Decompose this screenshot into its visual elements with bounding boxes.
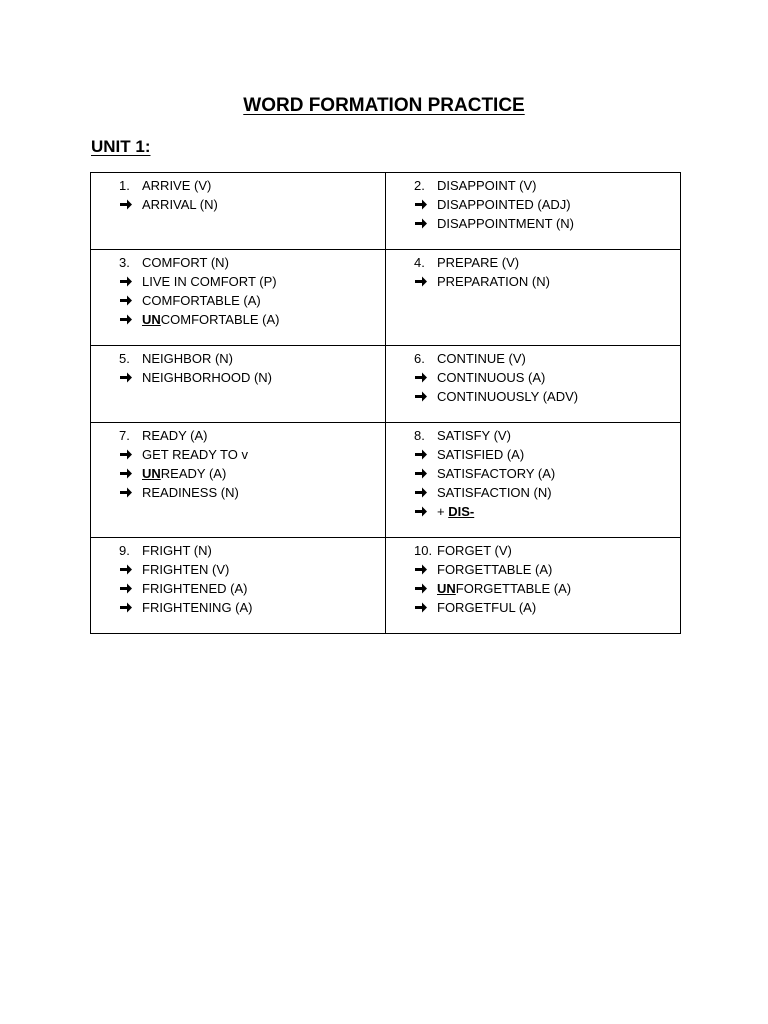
derived-word-text: READINESS (N) bbox=[142, 485, 239, 500]
base-word: FORGET (V) bbox=[437, 543, 512, 558]
derived-word-text: SATISFIED (A) bbox=[437, 447, 525, 462]
derived-word-text: SATISFACTION (N) bbox=[437, 485, 552, 500]
entry-number: 7. bbox=[119, 428, 130, 443]
derived-word bbox=[437, 214, 574, 233]
derived-word-line bbox=[386, 560, 680, 579]
page-title: WORD FORMATION PRACTICE bbox=[243, 95, 525, 116]
derived-word bbox=[437, 195, 571, 214]
prefix-highlight: UN bbox=[142, 466, 161, 481]
base-word-line bbox=[386, 541, 680, 560]
derived-word-text: FORGETTABLE (A) bbox=[455, 581, 572, 596]
derived-word bbox=[437, 598, 536, 617]
derived-word-text: GET READY TO v bbox=[142, 447, 248, 462]
right-arrow-icon bbox=[119, 579, 137, 598]
base-word: SATISFY (V) bbox=[437, 428, 511, 443]
table-row bbox=[91, 538, 681, 634]
word-entry-cell bbox=[386, 538, 681, 634]
entry-number: 8. bbox=[414, 428, 425, 443]
derived-word-text: FRIGHTENED (A) bbox=[142, 581, 248, 596]
derived-word bbox=[437, 464, 555, 483]
right-arrow-icon bbox=[119, 560, 137, 579]
derived-word bbox=[142, 445, 248, 464]
derived-word bbox=[437, 445, 524, 464]
word-entry-cell bbox=[386, 346, 681, 423]
derived-word bbox=[142, 464, 226, 483]
right-arrow-icon bbox=[414, 445, 432, 464]
right-arrow-icon bbox=[414, 464, 432, 483]
base-word: NEIGHBOR (N) bbox=[142, 351, 233, 366]
derived-word bbox=[437, 387, 578, 406]
right-arrow-icon bbox=[119, 464, 137, 483]
derived-word-line bbox=[91, 464, 385, 483]
base-word-line bbox=[386, 253, 680, 272]
derived-word-line bbox=[386, 387, 680, 406]
derived-word-text: + bbox=[437, 504, 449, 519]
word-entry-cell bbox=[91, 173, 386, 250]
derived-word-text: FORGETFUL (A) bbox=[437, 600, 537, 615]
word-entry-cell bbox=[386, 423, 681, 538]
right-arrow-icon bbox=[119, 195, 137, 214]
word-entry-cell bbox=[91, 346, 386, 423]
entry-number: 5. bbox=[119, 351, 130, 366]
derived-word-text: FORGETTABLE (A) bbox=[437, 562, 553, 577]
base-word: COMFORT (N) bbox=[142, 255, 229, 270]
derived-word-line bbox=[386, 502, 680, 521]
right-arrow-icon bbox=[414, 560, 432, 579]
right-arrow-icon bbox=[414, 368, 432, 387]
word-entry-cell bbox=[91, 423, 386, 538]
prefix-highlight: UN bbox=[142, 312, 161, 327]
base-word-line bbox=[91, 426, 385, 445]
derived-word-text: LIVE IN COMFORT (P) bbox=[142, 274, 277, 289]
derived-word-text: SATISFACTORY (A) bbox=[437, 466, 556, 481]
derived-word-text: FRIGHTEN (V) bbox=[142, 562, 230, 577]
entry-number: 6. bbox=[414, 351, 425, 366]
derived-word bbox=[142, 272, 277, 291]
right-arrow-icon bbox=[119, 291, 137, 310]
prefix-highlight: DIS- bbox=[448, 504, 475, 519]
derived-word-line bbox=[386, 445, 680, 464]
base-word: CONTINUE (V) bbox=[437, 351, 526, 366]
right-arrow-icon bbox=[414, 195, 432, 214]
derived-word-line bbox=[91, 445, 385, 464]
right-arrow-icon bbox=[119, 445, 137, 464]
derived-word bbox=[142, 368, 272, 387]
base-word: READY (A) bbox=[142, 428, 208, 443]
right-arrow-icon bbox=[414, 579, 432, 598]
table-row bbox=[91, 346, 681, 423]
derived-word-line bbox=[91, 291, 385, 310]
derived-word-text: ARRIVAL (N) bbox=[142, 197, 218, 212]
word-formation-table bbox=[90, 172, 681, 634]
derived-word-line bbox=[91, 272, 385, 291]
derived-word bbox=[437, 272, 550, 291]
right-arrow-icon bbox=[414, 214, 432, 233]
derived-word bbox=[437, 502, 474, 521]
right-arrow-icon bbox=[414, 598, 432, 617]
derived-word-line bbox=[386, 579, 680, 598]
derived-word-line bbox=[386, 368, 680, 387]
entry-number: 3. bbox=[119, 255, 130, 270]
base-word: FRIGHT (N) bbox=[142, 543, 212, 558]
derived-word bbox=[142, 483, 239, 502]
derived-word-line bbox=[386, 464, 680, 483]
word-entry-cell bbox=[91, 250, 386, 346]
right-arrow-icon bbox=[119, 483, 137, 502]
derived-word-line bbox=[91, 195, 385, 214]
right-arrow-icon bbox=[119, 598, 137, 617]
entry-number: 2. bbox=[414, 178, 425, 193]
right-arrow-icon bbox=[119, 272, 137, 291]
derived-word bbox=[142, 598, 253, 617]
right-arrow-icon bbox=[414, 272, 432, 291]
derived-word-text: READY (A) bbox=[160, 466, 227, 481]
prefix-highlight: UN bbox=[437, 581, 456, 596]
entry-number: 10. bbox=[414, 543, 433, 558]
right-arrow-icon bbox=[119, 310, 137, 329]
derived-word bbox=[142, 310, 279, 329]
right-arrow-icon bbox=[414, 387, 432, 406]
derived-word-line bbox=[91, 598, 385, 617]
entry-number: 1. bbox=[119, 178, 130, 193]
derived-word bbox=[142, 291, 261, 310]
derived-word bbox=[142, 195, 218, 214]
table-row bbox=[91, 250, 681, 346]
derived-word-text: NEIGHBORHOOD (N) bbox=[142, 370, 272, 385]
base-word-line bbox=[386, 426, 680, 445]
base-word: PREPARE (V) bbox=[437, 255, 520, 270]
base-word: ARRIVE (V) bbox=[142, 178, 212, 193]
right-arrow-icon bbox=[414, 483, 432, 502]
derived-word-line bbox=[91, 483, 385, 502]
base-word-line bbox=[91, 541, 385, 560]
derived-word bbox=[437, 483, 552, 502]
derived-word-line bbox=[91, 368, 385, 387]
word-entry-cell bbox=[386, 173, 681, 250]
right-arrow-icon bbox=[119, 368, 137, 387]
table-row bbox=[91, 423, 681, 538]
word-entry-cell bbox=[91, 538, 386, 634]
derived-word-text: CONTINUOUSLY (ADV) bbox=[437, 389, 579, 404]
derived-word bbox=[142, 579, 247, 598]
derived-word bbox=[437, 368, 545, 387]
derived-word-line bbox=[386, 272, 680, 291]
derived-word-text: CONTINUOUS (A) bbox=[437, 370, 546, 385]
derived-word-line bbox=[386, 483, 680, 502]
word-entry-cell bbox=[386, 250, 681, 346]
derived-word-text: FRIGHTENING (A) bbox=[142, 600, 253, 615]
base-word-line bbox=[386, 176, 680, 195]
derived-word-text: DISAPPOINTED (ADJ) bbox=[437, 197, 571, 212]
unit-heading: UNIT 1: bbox=[91, 137, 151, 156]
right-arrow-icon bbox=[414, 502, 432, 521]
entry-number: 9. bbox=[119, 543, 130, 558]
derived-word-text: COMFORTABLE (A) bbox=[142, 293, 261, 308]
base-word-line bbox=[91, 176, 385, 195]
table-row bbox=[91, 173, 681, 250]
base-word-line bbox=[386, 349, 680, 368]
derived-word-text: DISAPPOINTMENT (N) bbox=[437, 216, 574, 231]
derived-word bbox=[142, 560, 229, 579]
derived-word-line bbox=[386, 598, 680, 617]
entry-number: 4. bbox=[414, 255, 425, 270]
derived-word-line bbox=[91, 560, 385, 579]
derived-word-line bbox=[91, 579, 385, 598]
derived-word-line bbox=[386, 214, 680, 233]
derived-word-line bbox=[91, 310, 385, 329]
derived-word bbox=[437, 579, 571, 598]
base-word-line bbox=[91, 253, 385, 272]
derived-word-text: PREPARATION (N) bbox=[437, 274, 550, 289]
derived-word-text: COMFORTABLE (A) bbox=[160, 312, 280, 327]
derived-word-line bbox=[386, 195, 680, 214]
base-word-line bbox=[91, 349, 385, 368]
derived-word bbox=[437, 560, 552, 579]
base-word: DISAPPOINT (V) bbox=[437, 178, 537, 193]
